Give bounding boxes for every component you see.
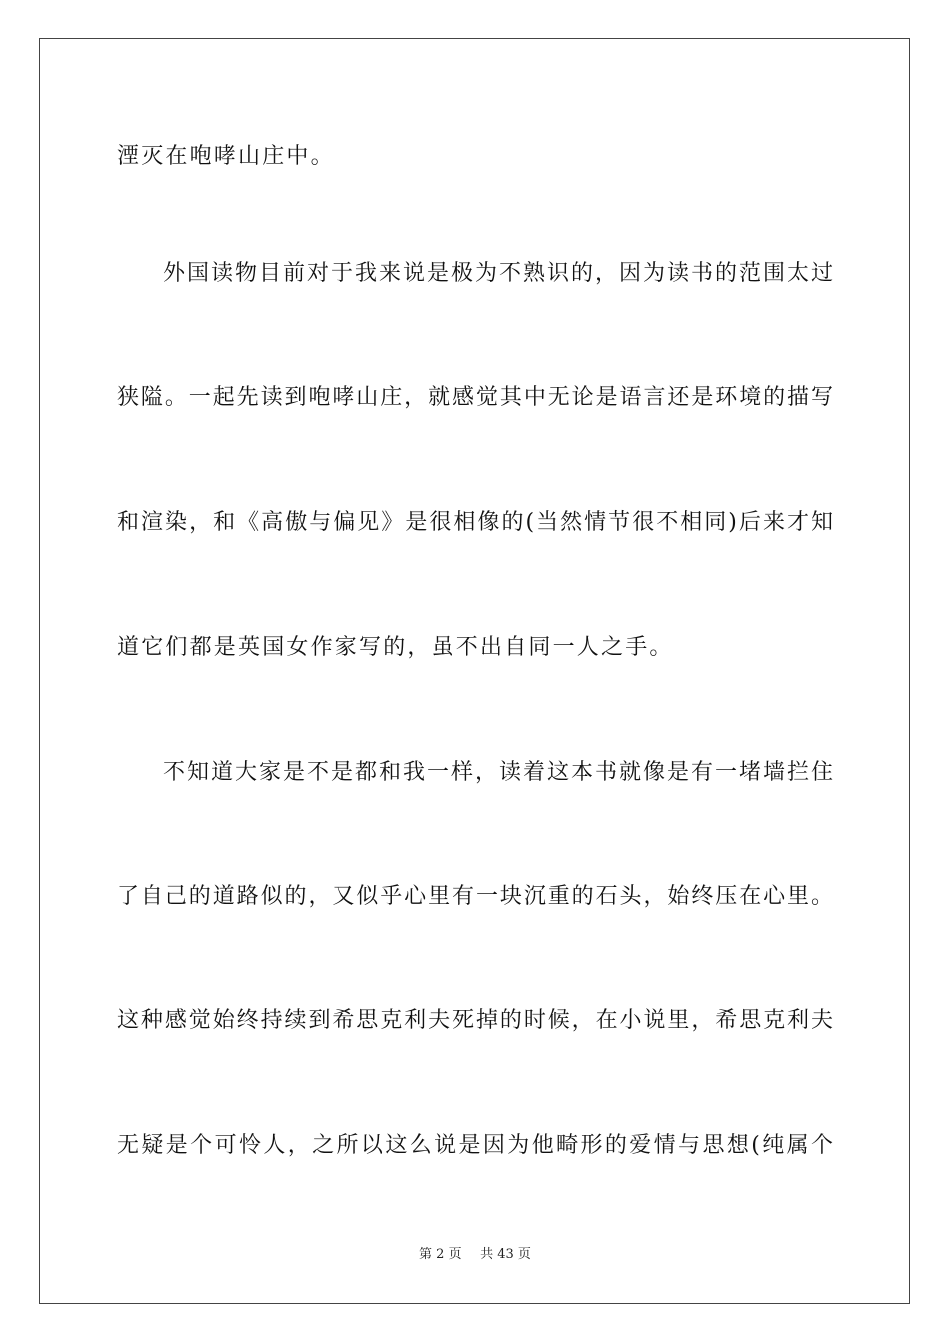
text-line: 和渲染，和《高傲与偏见》是很相像的(当然情节很不相同)后来才知: [117, 510, 833, 535]
text-line: 无疑是个可怜人，之所以这么说是因为他畸形的爱情与思想(纯属个: [117, 1133, 833, 1158]
page-footer: [0, 1246, 950, 1264]
text-line: 这种感觉始终持续到希思克利夫死掉的时候，在小说里，希思克利夫: [117, 1008, 833, 1033]
text-line: 道它们都是英国女作家写的，虽不出自同一人之手。: [117, 635, 674, 660]
page-total: 共 43 页: [480, 1247, 531, 1262]
text-line: 狭隘。一起先读到咆哮山庄，就感觉其中无论是语言还是环境的描写: [117, 385, 833, 410]
text-line: 湮灭在咆哮山庄中。: [117, 144, 335, 169]
text-line: 外国读物目前对于我来说是极为不熟识的，因为读书的范围太过: [163, 261, 833, 286]
text-line: 不知道大家是不是都和我一样，读着这本书就像是有一堵墙拦住: [163, 760, 833, 785]
page-border: [39, 38, 910, 1304]
text-line: 了自己的道路似的，又似乎心里有一块沉重的石头，始终压在心里。: [117, 884, 833, 909]
page-number: 第 2 页: [419, 1247, 462, 1262]
